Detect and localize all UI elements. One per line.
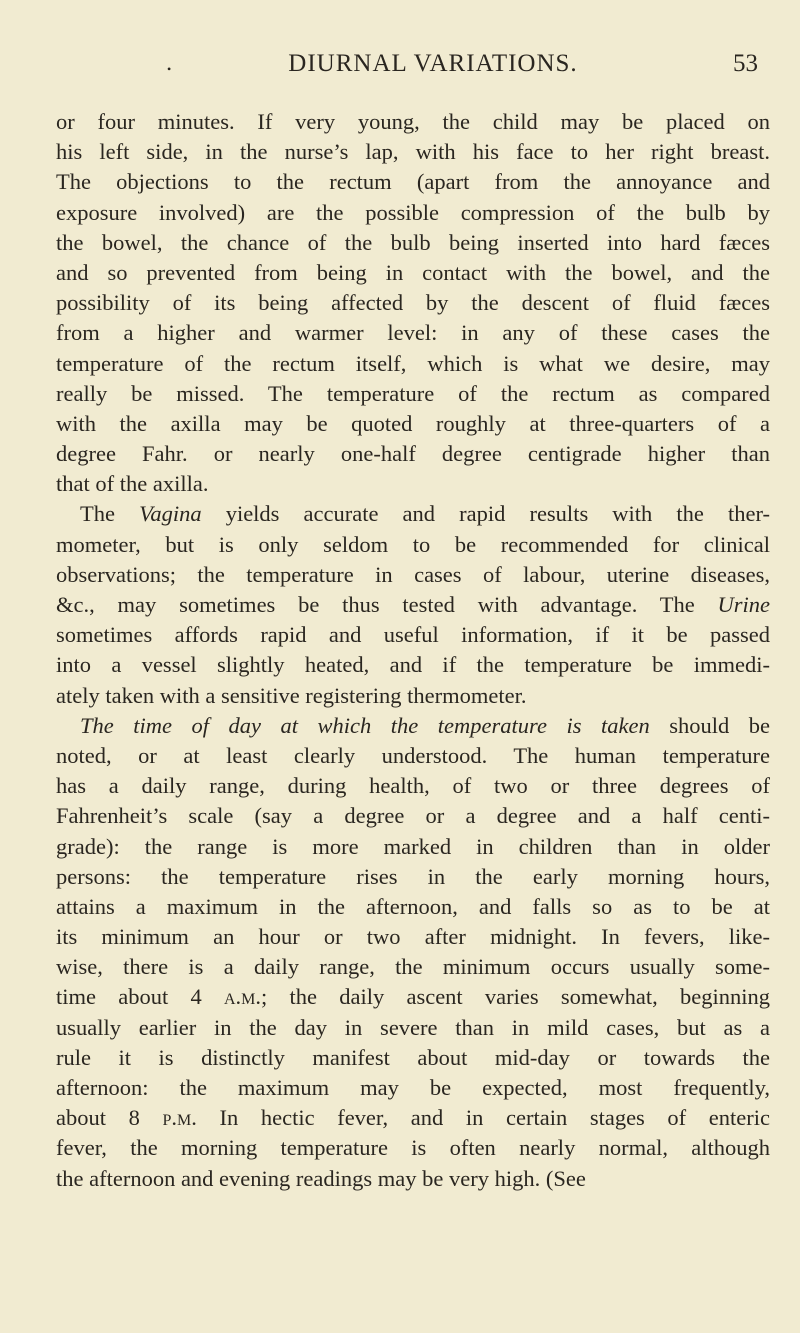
body-text: [56, 107, 770, 1194]
text-line: mometer, but is only seldom to be recommended for clinical: [56, 531, 770, 557]
text-line: degree Fahr. or nearly one-half degree centigrade higher than: [56, 441, 770, 467]
text-line: into a vessel slightly heated, and if the temperature be immedi-: [56, 652, 770, 678]
text-line: wise, there is a daily range, the minimum occurs usually some-: [56, 954, 770, 980]
text-line: sometimes affords rapid and useful information, if it be passed: [56, 622, 770, 648]
text-line: that of the axilla.: [56, 471, 209, 497]
running-head: DIURNAL VARIATIONS.: [288, 50, 578, 77]
text-line: its minimum an hour or two after midnight. In fevers, like-: [56, 924, 770, 950]
text-line: rule it is distinctly manifest about mid-day or towards the: [56, 1044, 770, 1070]
page-number: 53: [733, 50, 758, 77]
text-line: Fahrenheit’s scale (say a degree or a degree and a half centi-: [56, 803, 770, 829]
text-line: about 8 p.m. In hectic fever, and in certain stages of enteric: [56, 1105, 771, 1131]
text-line: ately taken with a sensitive registering thermometer.: [56, 682, 527, 708]
text-line: The Vagina yields accurate and rapid results with the ther-: [80, 501, 770, 527]
text-line: has a daily range, during health, of two or three degrees of: [56, 773, 770, 799]
text-line: fever, the morning temperature is often nearly normal, although: [56, 1135, 770, 1161]
text-line: his left side, in the nurse’s lap, with his face to her right breast.: [56, 139, 770, 165]
text-line: &c., may sometimes be thus tested with advantage. The Urine: [56, 592, 770, 617]
text-line: The time of day at which the temperature is taken should be: [80, 712, 770, 738]
text-line: observations; the temperature in cases of labour, uterine diseases,: [56, 561, 770, 587]
text-line: the afternoon and evening readings may be very high. (See: [56, 1165, 586, 1191]
text-line: and so prevented from being in contact with the bowel, and the: [56, 259, 770, 285]
text-line: the bowel, the chance of the bulb being inserted into hard fæces: [56, 229, 770, 255]
text-line: time about 4 a.m.; the daily ascent varies somewhat, beginning: [56, 984, 770, 1010]
text-line: really be missed. The temperature of the rectum as compared: [56, 380, 770, 406]
text-line: grade): the range is more marked in children than in older: [56, 833, 770, 859]
text-line: usually earlier in the day in severe than in mild cases, but as a: [56, 1014, 770, 1040]
text-line: with the axilla may be quoted roughly at three-quarters of a: [56, 410, 770, 436]
text-line: afternoon: the maximum may be expected, most frequently,: [56, 1075, 770, 1100]
text-line: possibility of its being affected by the descent of fluid fæces: [56, 290, 770, 316]
page-header: [56, 50, 770, 84]
text-line: persons: the temperature rises in the early morning hours,: [56, 863, 770, 889]
header-bullet-mark: •: [167, 62, 172, 76]
text-line: from a higher and warmer level: in any of these cases the: [56, 320, 770, 346]
text-line: temperature of the rectum itself, which is what we desire, may: [56, 350, 770, 376]
text-line: attains a maximum in the afternoon, and falls so as to be at: [56, 893, 770, 919]
text-line: exposure involved) are the possible compression of the bulb by: [56, 199, 770, 225]
text-line: The objections to the rectum (apart from the annoyance and: [56, 169, 770, 195]
text-line: noted, or at least clearly understood. The human temperature: [56, 742, 770, 768]
text-line: or four minutes. If very young, the child may be placed on: [56, 109, 770, 134]
